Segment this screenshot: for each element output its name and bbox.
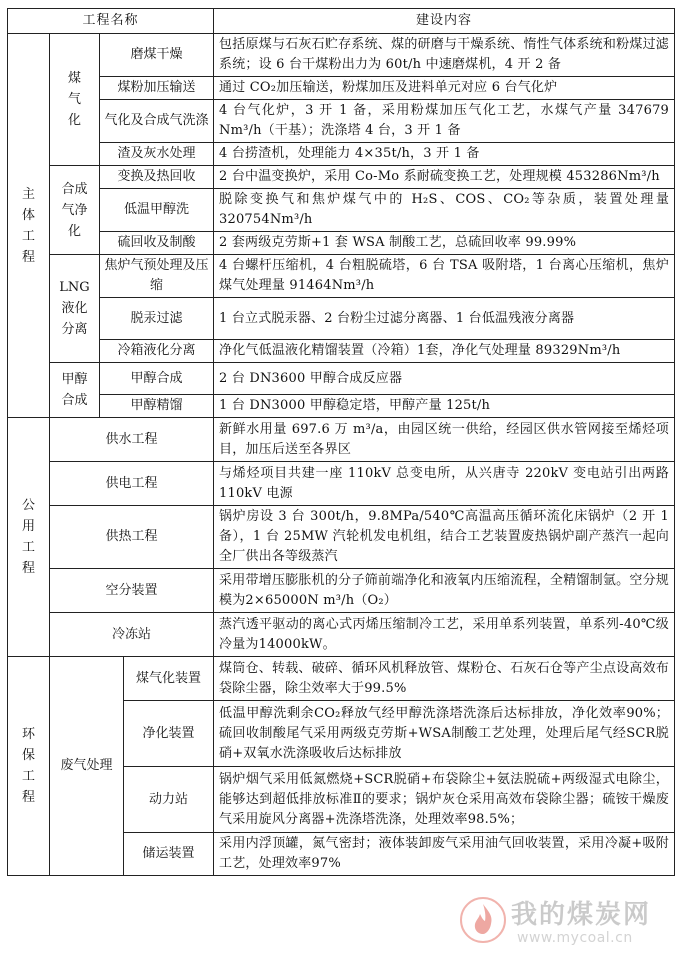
item-name: 气化及合成气洗涤 <box>100 100 214 143</box>
group-label <box>50 255 100 363</box>
label-char: 程 <box>21 249 35 265</box>
section-label-main <box>8 34 50 418</box>
watermark <box>459 894 669 954</box>
watermark-url: www.mycoal.cn <box>517 930 633 946</box>
label-char: 程 <box>21 561 35 576</box>
header-construction-content: 建设内容 <box>214 9 675 34</box>
label-char: 用 <box>21 519 35 534</box>
label-char: 合成 <box>61 181 88 197</box>
label-char: 甲醇 <box>61 372 88 387</box>
item-content: 蒸汽透平驱动的离心式丙烯压缩制冷工艺，采用单系列装置，单系列-40℃级冷量为14000kW。 <box>214 613 675 657</box>
label-char: 分离 <box>61 322 88 337</box>
item-content: 锅炉烟气采用低氮燃烧+SCR脱硝+布袋除尘+氨法脱硫+两级湿式电除尘，能够达到超低排放标准Ⅱ的要求；锅炉灰仓采用高效布袋除尘器；硫铵干燥废气采用旋风分离器+洗涤塔洗涤，处理效率98.5%； <box>214 767 675 833</box>
item-content: 低温甲醇洗剩余CO₂释放气经甲醇洗涤塔洗涤后达标排放，净化效率90%；硫回收制酸尾气采用两级克劳斯+WSA制酸工艺处理，处理后尾气经SCR脱硝+双氧水洗涤吸收后达标排放 <box>214 701 675 767</box>
label-char: 化 <box>67 113 81 128</box>
item-name: 渣及灰水处理 <box>100 143 214 166</box>
item-name: 供热工程 <box>50 506 214 569</box>
header-project-name: 工程名称 <box>8 9 214 34</box>
item-content: 与烯烃项目共建一座 110kV 总变电所，从兴唐寺 220kV 变电站引出两路 110kV 电源 <box>214 462 675 506</box>
item-content: 脱除变换气和焦炉煤气中的 H₂S、COS、CO₂等杂质，装置处理量 320754Nm³/h <box>214 189 675 232</box>
table-row <box>8 166 675 189</box>
table-row <box>8 506 675 569</box>
label-char: 气 <box>67 92 81 107</box>
table-row <box>8 418 675 462</box>
item-name: 焦炉气预处理及压缩 <box>100 255 214 298</box>
item-content: 通过 CO₂加压输送，粉煤加压及进料单元对应 6 台气化炉 <box>214 77 675 100</box>
label-char: 化 <box>67 223 81 239</box>
item-name: 变换及热回收 <box>100 166 214 189</box>
item-content: 2 台 DN3600 甲醇合成反应器 <box>214 363 675 395</box>
item-name: 硫回收及制酸 <box>100 232 214 255</box>
item-name: 净化装置 <box>124 701 214 767</box>
item-name: 甲醇精馏 <box>100 395 214 418</box>
label-char: 公 <box>21 498 35 513</box>
label-char: 工 <box>21 769 35 784</box>
item-content: 1 台立式脱汞器、2 台粉尘过滤分离器、1 台低温残液分离器 <box>214 298 675 340</box>
item-content: 2 套两级克劳斯+1 套 WSA 制酸工艺，总硫回收率 99.99% <box>214 232 675 255</box>
project-construction-table <box>7 8 675 876</box>
label-char: 保 <box>21 748 35 763</box>
item-name: 磨煤干燥 <box>100 34 214 77</box>
label-char: 工 <box>21 228 35 244</box>
table-row <box>8 34 675 77</box>
item-content: 4 台捞渣机，处理能力 4×35t/h，3 开 1 备 <box>214 143 675 166</box>
item-name: 动力站 <box>124 767 214 833</box>
item-name: 煤粉加压输送 <box>100 77 214 100</box>
item-name: 空分装置 <box>50 569 214 613</box>
table-row <box>8 569 675 613</box>
table-row <box>8 100 675 143</box>
item-content: 2 台中温变换炉，采用 Co-Mo 系耐硫变换工艺，处理规模 453286Nm³/h <box>214 166 675 189</box>
item-name: 储运装置 <box>124 833 214 876</box>
label-char: 主 <box>21 186 35 202</box>
item-content: 4 台螺杆压缩机，4 台粗脱硫塔，6 台 TSA 吸附塔，1 台离心压缩机，焦炉煤气处理量 91464Nm³/h <box>214 255 675 298</box>
label-char: 程 <box>21 790 35 805</box>
item-content: 包括原煤与石灰石贮存系统、煤的研磨与干燥系统、惰性气体系统和粉煤过滤系统；设 6 台干煤粉出力为 60t/h 中速磨煤机，4 开 2 备 <box>214 34 675 77</box>
item-name: 煤气化装置 <box>124 657 214 701</box>
item-content: 净化气低温液化精馏装置（冷箱）1套，净化气处理量 89329Nm³/h <box>214 340 675 363</box>
table-row <box>8 232 675 255</box>
group-label <box>50 166 100 255</box>
table-row <box>8 462 675 506</box>
watermark-title: 我的煤炭网 <box>511 900 652 930</box>
item-content: 4 台气化炉，3 开 1 备，采用粉煤加压气化工艺，水煤气产量 347679 Nm³/h（干基）；洗涤塔 4 台，3 开 1 备 <box>214 100 675 143</box>
table-row <box>8 657 675 701</box>
item-name: 低温甲醇洗 <box>100 189 214 232</box>
label-char: 液化 <box>61 301 88 316</box>
section-label-utility <box>8 418 50 657</box>
item-content: 采用内浮顶罐，氮气密封；液体装卸废气采用油气回收装置，采用冷凝+吸附工艺，处理效率97% <box>214 833 675 876</box>
item-content: 锅炉房设 3 台 300t/h，9.8MPa/540℃高温高压循环流化床锅炉（2 开 1 备），1 台 25MW 汽轮机发电机组，结合工艺装置废热锅炉副产蒸汽一起向全厂供出各等级蒸汽 <box>214 506 675 569</box>
table-row <box>8 77 675 100</box>
label-char: 煤 <box>67 71 81 86</box>
item-name: 供水工程 <box>50 418 214 462</box>
sub-label-exhaust: 废气处理 <box>50 657 124 876</box>
item-content: 1 台 DN3000 甲醇稳定塔，甲醇产量 125t/h <box>214 395 675 418</box>
label-char: LNG <box>59 280 90 295</box>
label-char: 合成 <box>61 393 88 408</box>
item-name: 冷箱液化分离 <box>100 340 214 363</box>
table-body <box>8 34 675 876</box>
item-name: 冷冻站 <box>50 613 214 657</box>
table-row <box>8 143 675 166</box>
table-row <box>8 613 675 657</box>
label-char: 体 <box>21 207 35 223</box>
flame-logo-icon <box>459 896 507 944</box>
table-row <box>8 189 675 232</box>
group-label <box>50 363 100 418</box>
label-char: 环 <box>21 727 35 742</box>
table-row <box>8 395 675 418</box>
group-label <box>50 34 100 166</box>
label-char: 气净 <box>61 202 88 218</box>
section-label-env <box>8 657 50 876</box>
item-content: 新鲜水用量 697.6 万 m³/a，由园区统一供给，经园区供水管网接至烯烃项目，加压后送至各界区 <box>214 418 675 462</box>
item-content: 煤筒仓、转载、破碎、循环风机释放管、煤粉仓、石灰石仓等产尘点设高效布袋除尘器，除尘效率大于99.5% <box>214 657 675 701</box>
item-name: 甲醇合成 <box>100 363 214 395</box>
label-char: 工 <box>21 540 35 555</box>
item-name: 供电工程 <box>50 462 214 506</box>
table-header-row <box>8 9 675 34</box>
table-row <box>8 255 675 298</box>
table-row <box>8 363 675 395</box>
item-content: 采用带增压膨胀机的分子筛前端净化和液氧内压缩流程，全精馏制氩。空分规模为2×65000N m³/h（O₂） <box>214 569 675 613</box>
table-row <box>8 340 675 363</box>
item-name: 脱汞过滤 <box>100 298 214 340</box>
table-row <box>8 298 675 340</box>
